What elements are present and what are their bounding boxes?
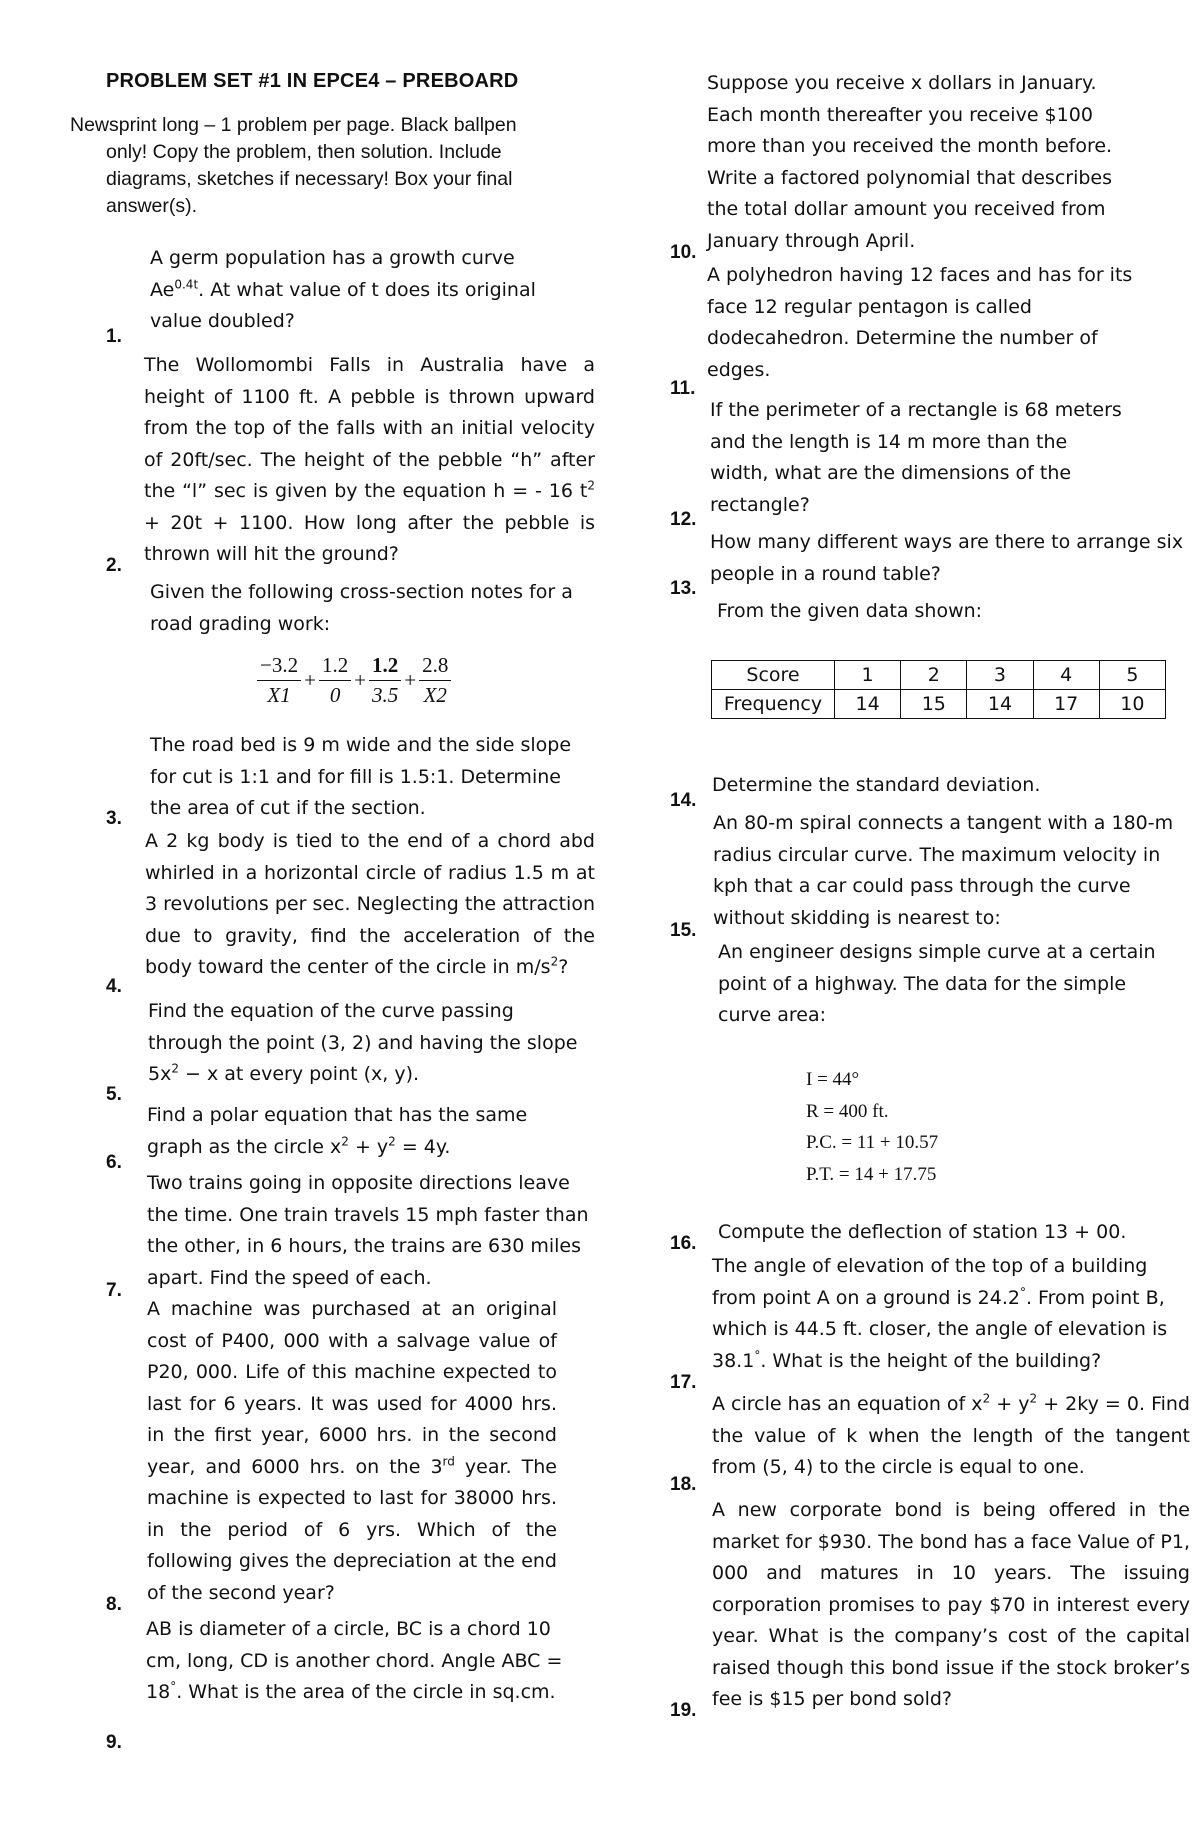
curve-data — [806, 1064, 938, 1190]
problem-2-text: The Wollomombi Falls in Australia have a height of 1100 ft. A pebble is thrown upward from the top of the falls with an initial velocity of 20ft/sec. The height of the pebble “h” after the “l” sec is given by the equation h = - 16 $t^2 + 20t + 1100$. How long after the pebble is thrown will hit the ground? — [144, 354, 595, 565]
score-cell: 4 — [1033, 661, 1099, 690]
problem-8-text: A machine was purchased at an original cost of P400, 000 with a salvage value of P20, 000. Life of this machine expected to last for 6 years. It was used for 4000 hrs. in the first year, 6000 hrs. in the second year, and 6000 hrs. on the 3rd year. The machine is expected to last for 38000 hrs. in the period of 6 yrs. Which of the following gives the depreciation at the end of the second year? — [147, 1298, 557, 1604]
problem-12-text: If the perimeter of a rectangle is 68 meters and the length is 14 m more than the width, what are the dimensions of the rectangle? — [710, 399, 1122, 516]
problem-5-number: 5. — [106, 1084, 122, 1105]
score-cell: 5 — [1099, 661, 1165, 690]
problem-15-text: An 80-m spiral connects a tangent with a 180-m radius circular curve. The maximum velocity in kph that a car could pass through the curve without skidding is nearest to: — [713, 812, 1174, 929]
problem-5-text: Find the equation of the curve passing through the point (3, 2) and having the slope $5x^2 - x$ at every point (x, y). — [148, 1000, 578, 1085]
plus-sign: + — [354, 668, 367, 692]
problem-7-number: 7. — [106, 1280, 122, 1301]
curve-data-pt: P.T. = 14 + 17.75 — [806, 1163, 937, 1185]
problem-16-question: Compute the deflection of station 13 + 00. — [718, 1221, 1127, 1243]
score-row — [712, 661, 1166, 690]
problem-14-question: Determine the standard deviation. — [712, 774, 1041, 796]
problem-9-number: 9. — [106, 1732, 122, 1753]
score-cell: 2 — [901, 661, 967, 690]
frequency-cell: 15 — [901, 690, 967, 719]
problem-17-number: 17. — [670, 1372, 697, 1393]
problem-2-number: 2. — [106, 555, 122, 576]
problem-16-intro: An engineer designs simple curve at a certain point of a highway. The data for the simple curve area: — [718, 941, 1156, 1026]
frequency-label: Frequency — [712, 690, 835, 719]
problem-1-text: A germ population has a growth curve $Ae^{0.4t}$. At what value of t does its original value doubled? — [150, 247, 536, 332]
problem-1-number: 1. — [106, 326, 122, 347]
problem-14-number: 14. — [670, 790, 697, 811]
score-cell: 1 — [835, 661, 901, 690]
frequency-table — [711, 660, 1166, 719]
problem-6-number: 6. — [106, 1152, 122, 1173]
frequency-cell: 10 — [1099, 690, 1165, 719]
note-4: $\frac{2.8}{X2}$ — [419, 653, 451, 708]
problem-10-text: Suppose you receive x dollars in January. Each month thereafter you receive $100 more than you received the month before. Write a factored polynomial that describes the total dollar amount you received from January through April. — [707, 72, 1113, 252]
problem-18-text: A circle has an equation of $x^2 + y^2 + 2ky = 0$. Find the value of k when the length of the tangent from (5, 4) to the circle is equal to one. — [712, 1391, 1190, 1478]
problem-4-number: 4. — [106, 976, 122, 997]
note-2: $\frac{1.2}{0}$ — [319, 653, 351, 708]
problem-3-number: 3. — [106, 808, 122, 829]
problem-19-text: A new corporate bond is being offered in the market for $930. The bond has a face Value of P1, 000 and matures in 10 years. The issuing corporation promises to pay $70 in interest every year. What is the company’s cost of the capital raised though this bond issue if the stock broker’s fee is $15 per bond sold? — [712, 1499, 1190, 1710]
problem-8-number: 8. — [106, 1594, 122, 1615]
frequency-cell: 17 — [1033, 690, 1099, 719]
instructions: Newsprint long – 1 problem per page. Black ballpen only! Copy the problem, then solution. Include diagrams, sketches if necessary! Box your final answer(s). — [70, 114, 517, 217]
curve-data-pc: P.C. = 11 + 10.57 — [806, 1132, 939, 1153]
page-title: PROBLEM SET #1 IN EPCE4 – PREBOARD — [106, 70, 519, 92]
note-3: $\frac{1.2}{3.5}$ — [369, 653, 401, 708]
problem-12-number: 12. — [670, 509, 697, 530]
problem-6-text: Find a polar equation that has the same graph as the circle $x^2 + y^2 = 4y$. — [147, 1104, 528, 1158]
cross-section-notes — [256, 653, 452, 708]
frequency-cell: 14 — [967, 690, 1033, 719]
problem-19-number: 19. — [670, 1700, 697, 1721]
problem-14-intro: From the given data shown: — [717, 600, 983, 622]
problem-11-number: 11. — [670, 378, 696, 399]
problem-3-intro: Given the following cross-section notes for a road grading work: — [150, 581, 573, 635]
problem-13-text: How many different ways are there to arrange six people in a round table? — [710, 531, 1184, 585]
problem-4-text: A 2 kg body is tied to the end of a chord abd whirled in a horizontal circle of radius 1.5 m at 3 revolutions per sec. Neglecting the attraction due to gravity, find the acceleration of the body toward the center of the circle in $m/s^2$? — [145, 830, 595, 978]
frequency-cell: 14 — [835, 690, 901, 719]
plus-sign: + — [404, 668, 417, 692]
problem-13-number: 13. — [670, 578, 697, 599]
score-label: Score — [712, 661, 835, 690]
curve-data-r: R = 400 ft. — [806, 1100, 889, 1122]
problem-15-number: 15. — [670, 920, 697, 941]
problem-16-number: 16. — [670, 1233, 697, 1254]
note-1: $\frac{-3.2}{X1}$ — [257, 653, 301, 708]
problem-3-text: The road bed is 9 m wide and the side slope for cut is 1:1 and for fill is 1.5:1. Determine the area of cut if the section. — [150, 734, 572, 819]
problem-9-text: AB is diameter of a circle, BC is a chord 10 cm, long, CD is another chord. Angle ABC = 18°. What is the area of the circle in sq.cm. — [146, 1618, 563, 1703]
problem-17-text: The angle of elevation of the top of a building from point A on a ground is 24.2°. From point B, which is 44.5 ft. closer, the angle of elevation is 38.1°. What is the height of the building? — [712, 1255, 1168, 1372]
score-cell: 3 — [967, 661, 1033, 690]
curve-data-i: I = 44° — [806, 1069, 860, 1090]
problem-11-text: A polyhedron having 12 faces and has for its face 12 regular pentagon is called dodecahedron. Determine the number of edges. — [707, 264, 1133, 381]
problem-18-number: 18. — [670, 1474, 697, 1495]
frequency-row — [712, 690, 1166, 719]
problem-7-text: Two trains going in opposite directions leave the time. One train travels 15 mph faster than the other, in 6 hours, the trains are 630 miles apart. Find the speed of each. — [147, 1172, 589, 1289]
problem-10-number: 10. — [670, 242, 697, 263]
plus-sign: + — [304, 668, 316, 692]
